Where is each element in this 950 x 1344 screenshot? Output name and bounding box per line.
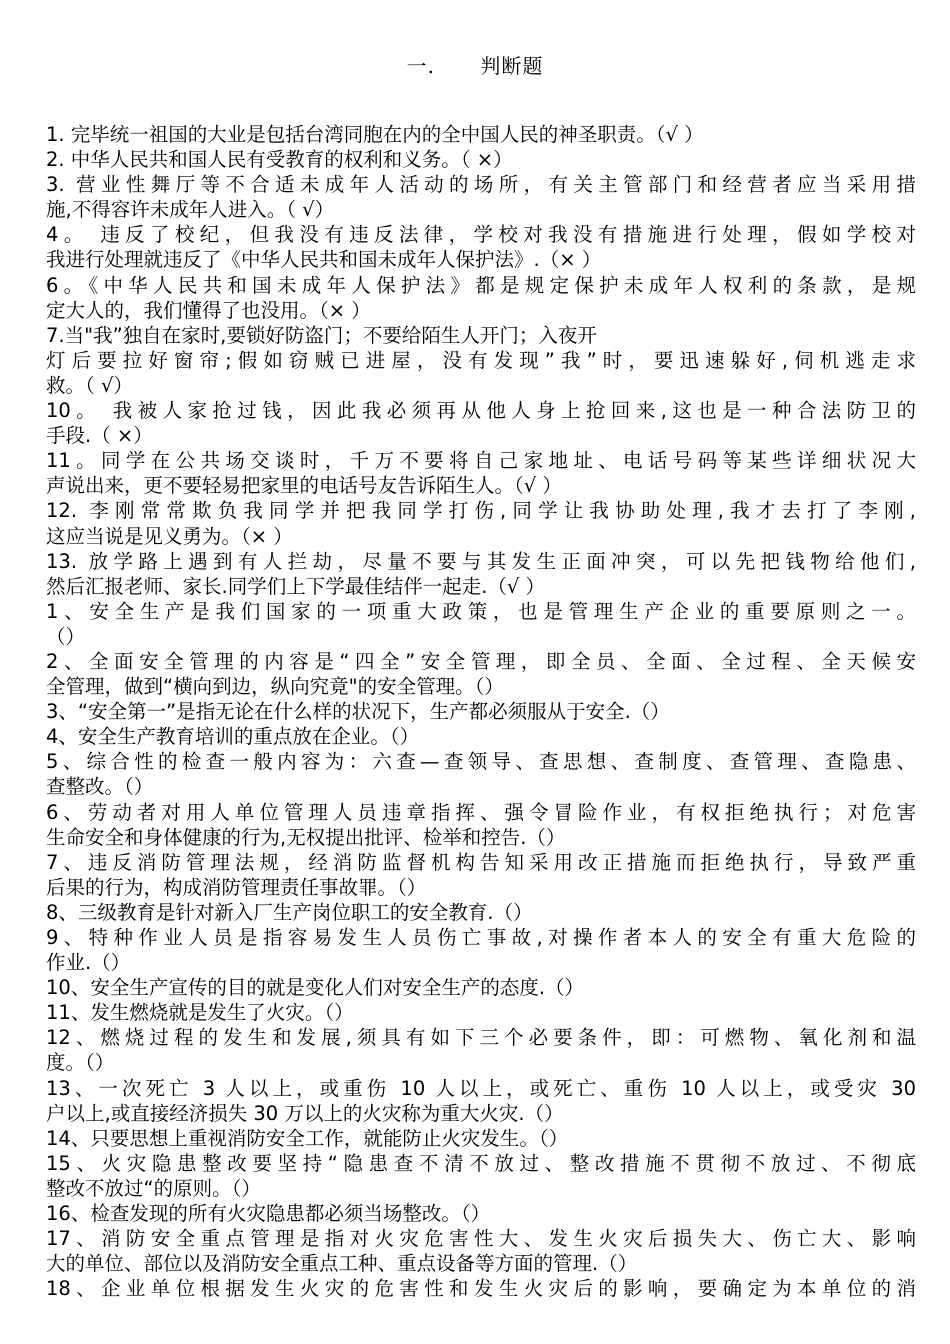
text-line: 1. 完毕统一祖国的大业是包括台湾同胞在内的全中国人民的神圣职责。（√ ） — [46, 123, 704, 146]
text-line: 5、综合性的检查一般内容为：六查—查领导、查思想、查制度、查管理、查隐患、 — [46, 750, 916, 774]
text-line: 救。（ √） — [46, 373, 133, 397]
text-line: 2、全面安全管理的内容是“四全”安全管理，即全员、全面、全过程、全天候安 — [46, 649, 916, 673]
text-line: 13. 放学路上遇到有人拦劫，尽量不要与其发生正面冲突，可以先把钱物给他们, — [46, 549, 916, 573]
text-line: 7、违反消防管理法规，经消防监督机构告知采用改正措施而拒绝执行，导致严重 — [46, 850, 916, 874]
text-line: （） — [46, 624, 86, 648]
text-line: 11、发生燃烧就是发生了火灾。（） — [46, 1001, 354, 1025]
text-line: 全管理，做到“横向到边，纵向究竟"的安全管理。（） — [46, 675, 504, 699]
text-line: 17、消防安全重点管理是指对火灾危害性大、发生火灾后损失大、伤亡大、影响 — [46, 1227, 916, 1251]
text-line: 大的单位、部位以及消防安全重点工种、重点设备等方面的管理.（） — [46, 1252, 638, 1276]
text-line: 16、检查发现的所有火灾隐患都必须当场整改。（） — [46, 1202, 491, 1226]
text-line: 13、一次死亡 3 人以上，或重伤 10 人以上，或死亡、重伤 10 人以上，或受灾 30 — [46, 1076, 916, 1100]
text-line: 10。 我被人家抢过钱，因此我必须再从他人身上抢回来,这也是一种合法防卫的 — [46, 399, 916, 423]
text-line: 作业.（） — [46, 951, 131, 975]
text-line: 1、安全生产是我们国家的一项重大政策，也是管理生产企业的重要原则之一。 — [46, 599, 916, 623]
text-line: 6。《中华人民共和国未成年人保护法》都是规定保护未成年人权利的条款，是规 — [46, 273, 916, 297]
text-line: 12. 李刚常常欺负我同学并把我同学打伤,同学让我协助处理,我才去打了李刚, — [46, 499, 916, 523]
text-line: 这应当说是见义勇为。（× ） — [46, 524, 293, 548]
text-line: 灯后要拉好窗帘;假如窃贼已进屋，没有发现”我”时，要迅速躲好,伺机逃走求 — [46, 348, 916, 372]
text-line: 然后汇报老师、家长.同学们上下学最佳结伴一起走.（√ ） — [46, 574, 546, 598]
question-list — [46, 122, 916, 1301]
text-line: 查整改。（） — [46, 775, 154, 799]
text-line: 6、劳动者对用人单位管理人员违章指挥、强令冒险作业，有权拒绝执行；对危害 — [46, 800, 916, 824]
section-number: 一. — [406, 54, 435, 78]
section-title-text: 判断题 — [480, 54, 544, 78]
text-line: 2. 中华人民共和国人民有受教育的权利和义务。（ ×） — [46, 148, 513, 172]
text-line: 12、燃烧过程的发生和发展,须具有如下三个必要条件，即：可燃物、氧化剂和温 — [46, 1026, 916, 1050]
text-line: 整改不放过“的原则。（） — [46, 1176, 261, 1200]
text-line: 8、三级教育是针对新入厂生产岗位职工的安全教育.（） — [46, 900, 533, 924]
text-line: 定大人的，我们懂得了也没用。（× ） — [46, 298, 371, 322]
text-line: 18、企业单位根据发生火灾的危害性和发生火灾后的影响，要确定为本单位的消 — [46, 1277, 916, 1301]
text-line: 7.当"我”独自在家时,要锁好防盗门；不要给陌生人开门；入夜开 — [46, 323, 597, 347]
text-line: 生命安全和身体健康的行为,无权提出批评、检举和控告.（） — [46, 825, 566, 849]
text-line: 14、只要思想上重视消防安全工作，就能防止火灾发生。（） — [46, 1126, 569, 1150]
text-line: 4。 违反了校纪，但我没有违反法律，学校对我没有措施进行处理，假如学校对 — [46, 223, 916, 247]
text-line: 15、火灾隐患整改要坚持“隐患查不清不放过、整改措施不贯彻不放过、不彻底 — [46, 1151, 916, 1175]
text-line: 9、特种作业人员是指容易发生人员伤亡事故,对操作者本人的安全有重大危险的 — [46, 926, 916, 949]
text-line: 4、安全生产教育培训的重点放在企业。（） — [46, 725, 420, 749]
text-line: 3、“安全第一”是指无论在什么样的状况下，生产都必须服从于安全.（） — [46, 700, 670, 724]
text-line: 声说出来，更不要轻易把家里的电话号友告诉陌生人。（√ ） — [46, 474, 562, 498]
text-line: 11。同学在公共场交谈时，千万不要将自己家地址、电话号码等某些详细状况大 — [46, 449, 916, 473]
text-line: 10、安全生产宣传的目的就是变化人们对安全生产的态度.（） — [46, 976, 585, 1000]
text-line: 施,不得容许未成年人进入。（ √） — [46, 198, 335, 222]
text-line: 3. 营业性舞厅等不合适未成年人活动的场所，有关主管部门和经营者应当采用措 — [46, 173, 916, 197]
text-line: 手段.（ ×） — [46, 424, 153, 448]
text-line: 后果的行为，构成消防管理责任事故罪。（） — [46, 875, 427, 899]
section-title — [0, 50, 950, 79]
text-line: 户以上,或直接经济损失 30 万以上的火灾称为重大火灾.（） — [46, 1101, 564, 1125]
text-line: 度。（） — [46, 1051, 115, 1075]
text-line: 我进行处理就违反了《中华人民共和国未成年人保护法》.（× ） — [46, 248, 602, 272]
